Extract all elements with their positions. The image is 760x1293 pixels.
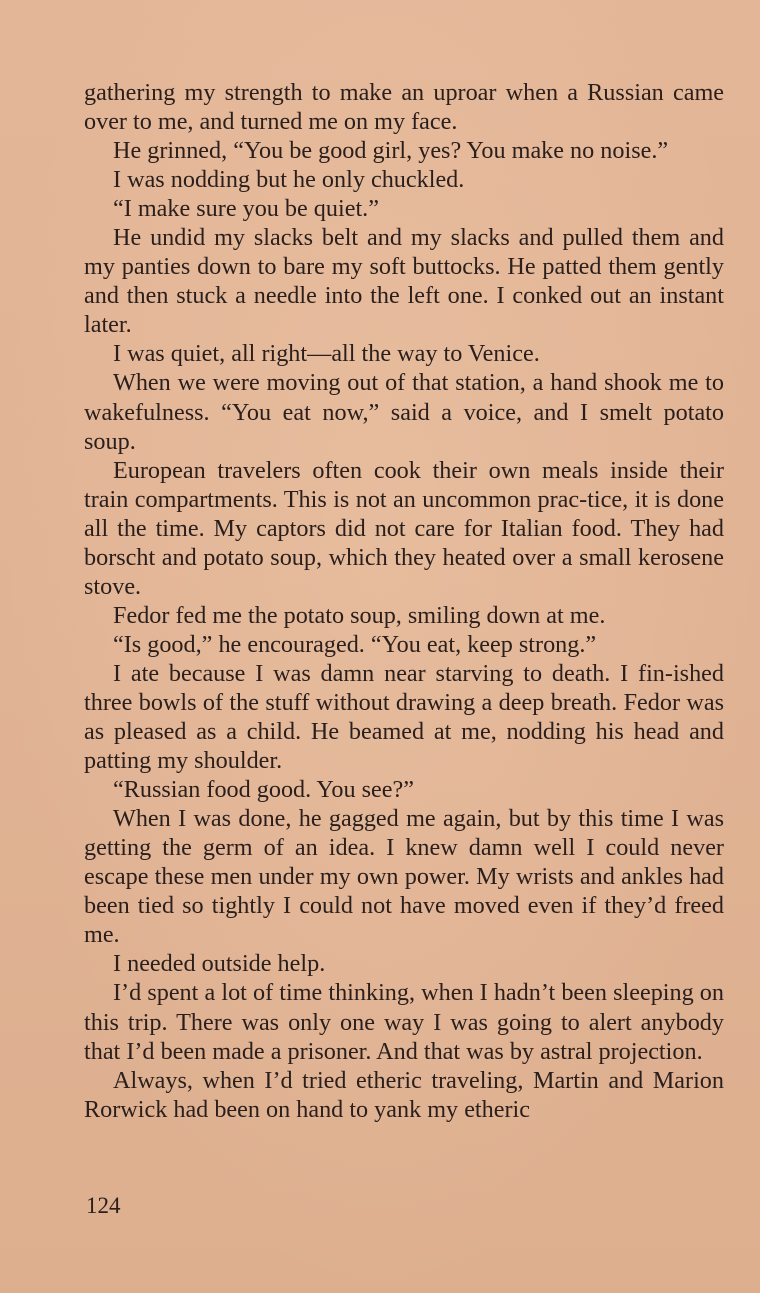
- paragraph: I’d spent a lot of time thinking, when I hadn’t been sleeping on this trip. There was only one way I was going to alert anybody that I’d been made a prisoner. And that was by astral projection.: [84, 979, 724, 1065]
- paragraph: I was nodding but he only chuckled.: [113, 166, 465, 194]
- paragraph: I needed outside help.: [113, 950, 326, 978]
- paragraph: gathering my strength to make an uproar when a Russian came over to me, and turned me on my face.: [84, 79, 724, 136]
- paragraph: When we were moving out of that station, a hand shook me to wakefulness. “You eat now,” said a voice, and I smelt potato soup.: [84, 369, 724, 455]
- paragraph: European travelers often cook their own meals inside their train compartments. This is not an uncommon prac-tice, it is done all the time. My captors did not care for Italian food. They had borscht and potato soup, which they heated over a small kerosene stove.: [84, 456, 724, 600]
- paragraph: He undid my slacks belt and my slacks and pulled them and my panties down to bare my soft buttocks. He patted them gently and then stuck a needle into the left one. I conked out an instant later.: [84, 224, 724, 339]
- paragraph: I ate because I was damn near starving to death. I fin-ished three bowls of the stuff without drawing a deep breath. Fedor was as pleased as a child. He beamed at me, nodding his head and patting my shoulder.: [84, 659, 724, 775]
- paragraph: He grinned, “You be good girl, yes? You make no noise.”: [113, 137, 669, 165]
- paragraph: I was quiet, all right—all the way to Venice.: [113, 340, 540, 368]
- paragraph: “Is good,” he encouraged. “You eat, keep strong.”: [113, 630, 597, 658]
- paragraph: Always, when I’d tried etheric traveling, Martin and Marion Rorwick had been on hand to yank my etheric: [84, 1066, 724, 1123]
- paragraph: Fedor fed me the potato soup, smiling down at me.: [113, 601, 606, 629]
- paragraph: When I was done, he gagged me again, but by this time I was getting the germ of an idea. I knew damn well I could never escape these men under my own power. My wrists and ankles had been tied so tightly I could not have moved even if they’d freed me.: [84, 805, 724, 949]
- paragraph: “I make sure you be quiet.”: [113, 195, 379, 223]
- paragraph: “Russian food good. You see?”: [113, 776, 414, 804]
- page-number: 124: [86, 1193, 121, 1218]
- body-text: [84, 78, 724, 1124]
